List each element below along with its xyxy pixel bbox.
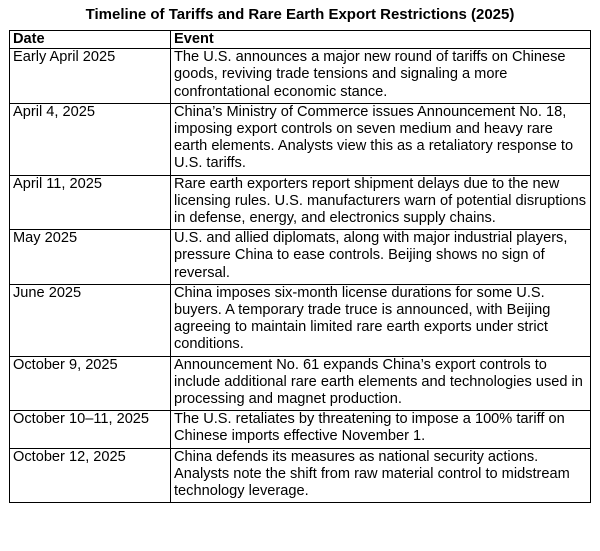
event-cell: China defends its measures as national security actions. Analysts note the shift from raw material control to midstream technology leverage.: [171, 448, 591, 503]
table-row: [10, 49, 591, 104]
table-row: [10, 230, 591, 285]
column-header-date: Date: [10, 31, 171, 49]
table-row: [10, 103, 591, 175]
date-cell: Early April 2025: [10, 49, 171, 104]
column-header-event: Event: [171, 31, 591, 49]
event-cell: U.S. and allied diplomats, along with major industrial players, pressure China to ease controls. Beijing shows no sign of reversal.: [171, 230, 591, 285]
event-cell: The U.S. retaliates by threatening to impose a 100% tariff on Chinese imports effective November 1.: [171, 411, 591, 448]
timeline-table: [9, 30, 591, 503]
date-cell: October 10–11, 2025: [10, 411, 171, 448]
page-title: Timeline of Tariffs and Rare Earth Export Restrictions (2025): [85, 6, 515, 23]
header-row: [10, 31, 591, 49]
event-cell: Announcement No. 61 expands China’s export controls to include additional rare earth elements and technologies used in processing and magnet production.: [171, 356, 591, 411]
table-header: [10, 31, 591, 49]
event-cell: China imposes six-month license durations for some U.S. buyers. A temporary trade truce is announced, with Beijing agreeing to maintain limited rare earth exports under strict conditions.: [171, 284, 591, 356]
table-row: [10, 284, 591, 356]
event-cell: Rare earth exporters report shipment delays due to the new licensing rules. U.S. manufacturers warn of potential disruptions in defense, energy, and electronics supply chains.: [171, 175, 591, 230]
table-row: [10, 175, 591, 230]
date-cell: April 4, 2025: [10, 103, 171, 175]
date-cell: October 9, 2025: [10, 356, 171, 411]
table-row: [10, 411, 591, 448]
table-row: [10, 356, 591, 411]
event-cell: China’s Ministry of Commerce issues Announcement No. 18, imposing export controls on seven medium and heavy rare earth elements. Analysts view this as a retaliatory response to U.S. tariffs.: [171, 103, 591, 175]
event-cell: The U.S. announces a major new round of tariffs on Chinese goods, reviving trade tensions and signaling a more confrontational economic stance.: [171, 49, 591, 104]
date-cell: June 2025: [10, 284, 171, 356]
table-row: [10, 448, 591, 503]
table-body: [10, 49, 591, 503]
date-cell: April 11, 2025: [10, 175, 171, 230]
date-cell: May 2025: [10, 230, 171, 285]
date-cell: October 12, 2025: [10, 448, 171, 503]
